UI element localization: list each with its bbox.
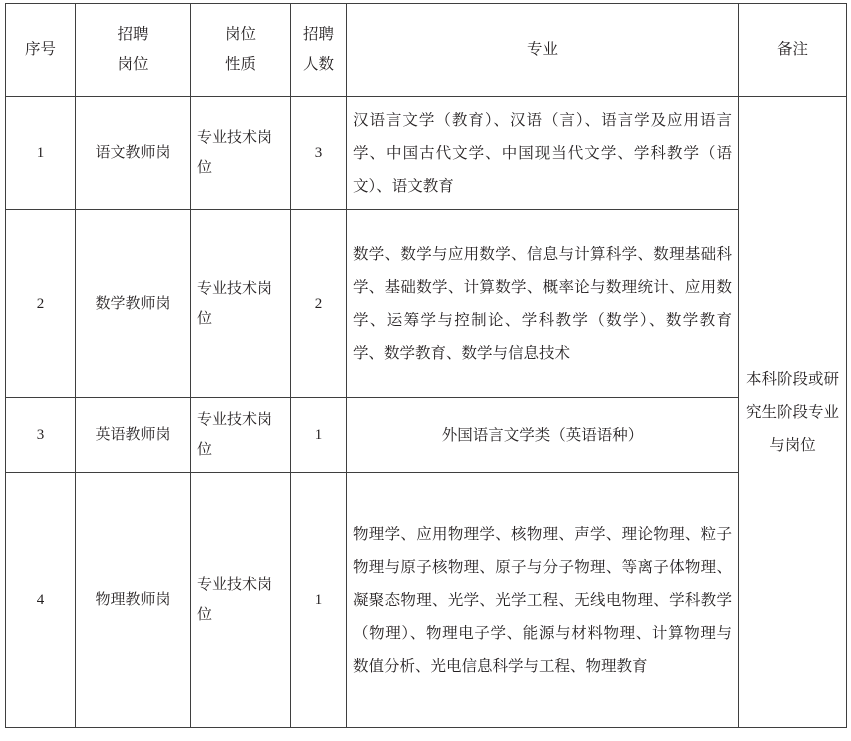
column-header-post xyxy=(76,4,191,97)
cell-count: 3 xyxy=(291,97,347,210)
cell-nature: 专业技术岗位 xyxy=(191,210,291,398)
column-header-no xyxy=(6,4,76,97)
table-body xyxy=(6,97,847,728)
cell-nature: 专业技术岗位 xyxy=(191,398,291,473)
cell-count: 1 xyxy=(291,473,347,728)
table-row xyxy=(6,473,847,728)
cell-no: 1 xyxy=(6,97,76,210)
column-header-remark xyxy=(739,4,847,97)
column-header-major xyxy=(347,4,739,97)
column-header-post-line2: 岗位 xyxy=(117,56,149,73)
cell-no: 4 xyxy=(6,473,76,728)
cell-count: 1 xyxy=(291,398,347,473)
cell-post: 数学教师岗 xyxy=(76,210,191,398)
column-header-no-line1: 序号 xyxy=(24,41,56,58)
cell-major: 物理学、应用物理学、核物理、声学、理论物理、粒子物理与原子核物理、原子与分子物理、等离子体物理、凝聚态物理、光学、光学工程、无线电物理、学科教学（物理）、物理电子学、能源与材料物理、计算物理与数值分析、光电信息科学与工程、物理教育 xyxy=(347,473,739,728)
cell-post: 英语教师岗 xyxy=(76,398,191,473)
cell-major: 汉语言文学（教育）、汉语（言）、语言学及应用语言学、中国古代文学、中国现当代文学、学科教学（语文）、语文教育 xyxy=(347,97,739,210)
cell-nature: 专业技术岗位 xyxy=(191,97,291,210)
table-row xyxy=(6,398,847,473)
table-header xyxy=(6,4,847,97)
cell-major: 数学、数学与应用数学、信息与计算科学、数理基础科学、基础数学、计算数学、概率论与数理统计、应用数学、运筹学与控制论、学科教学（数学）、数学教育学、数学教育、数学与信息技术 xyxy=(347,210,739,398)
column-header-remark-line1: 备注 xyxy=(776,41,808,58)
table-row xyxy=(6,210,847,398)
column-header-count-line1: 招聘 xyxy=(302,26,334,43)
table-row xyxy=(6,97,847,210)
column-header-nature-line2: 性质 xyxy=(224,56,256,73)
cell-no: 3 xyxy=(6,398,76,473)
cell-count: 2 xyxy=(291,210,347,398)
column-header-post-line1: 招聘 xyxy=(117,26,149,43)
table-header-row xyxy=(6,4,847,97)
document-page xyxy=(0,3,851,741)
column-header-nature-line1: 岗位 xyxy=(224,26,256,43)
recruitment-table xyxy=(5,3,847,728)
column-header-major-line1: 专业 xyxy=(526,41,558,58)
cell-post: 语文教师岗 xyxy=(76,97,191,210)
column-header-count-line2: 人数 xyxy=(302,56,334,73)
cell-no: 2 xyxy=(6,210,76,398)
column-header-nature xyxy=(191,4,291,97)
cell-post: 物理教师岗 xyxy=(76,473,191,728)
cell-nature: 专业技术岗位 xyxy=(191,473,291,728)
cell-remark-merged: 本科阶段或研究生阶段专业与岗位 xyxy=(739,97,847,728)
cell-major: 外国语言文学类（英语语种） xyxy=(347,398,739,473)
column-header-count xyxy=(291,4,347,97)
